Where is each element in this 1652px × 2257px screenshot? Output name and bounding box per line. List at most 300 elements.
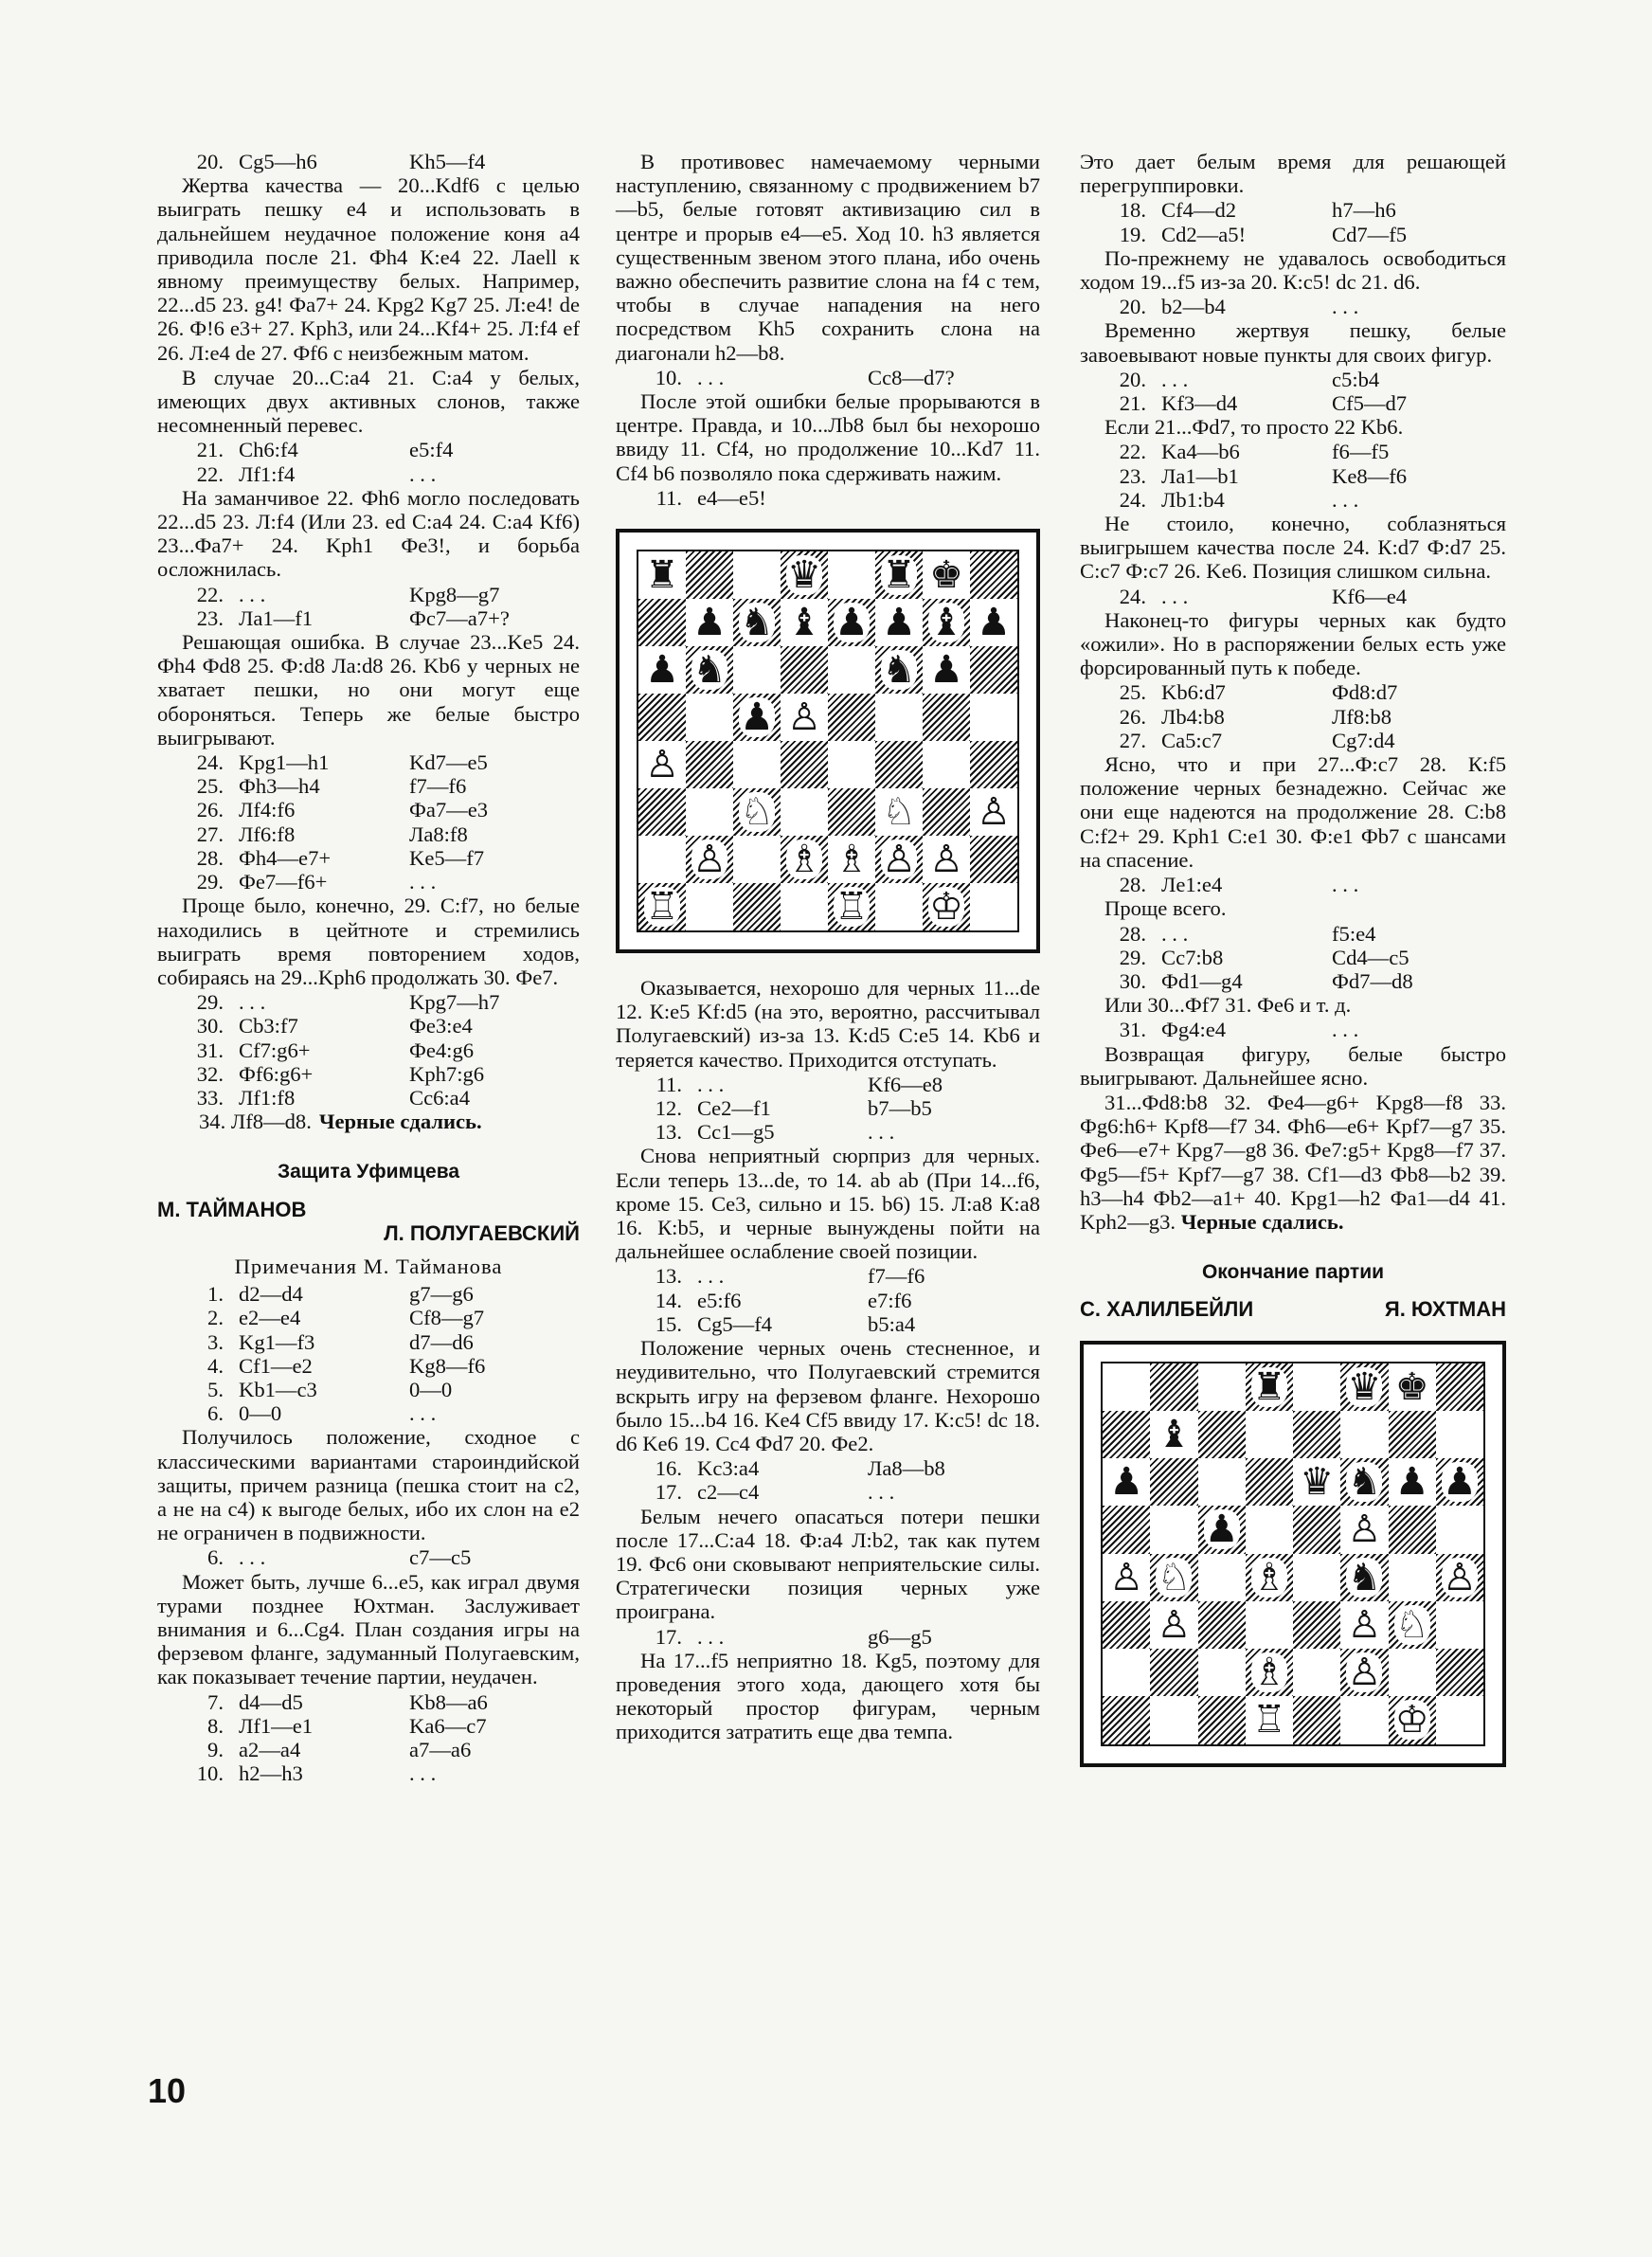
move-number: 28.: [1119, 873, 1146, 897]
black-move: g6—g5: [868, 1624, 932, 1649]
move-number: 25.: [1119, 680, 1146, 705]
white-move: Фe7—f6+: [239, 870, 328, 894]
black-piece-icon: ♟: [1204, 1508, 1239, 1552]
black-move: Фd8:d7: [1332, 680, 1398, 705]
board-square: [828, 646, 875, 694]
board-square: [686, 741, 733, 788]
move-number: 30.: [196, 1014, 224, 1038]
board-square: [828, 551, 875, 599]
board-square: [781, 599, 828, 646]
move-row: [616, 1312, 1040, 1336]
board-square: [1150, 1601, 1197, 1649]
white-move: Cf1—e2: [239, 1353, 313, 1378]
white-move: Cg5—f4: [697, 1311, 773, 1336]
white-piece-icon: ♙: [882, 838, 916, 882]
move-row: [157, 1378, 580, 1401]
white-move: Лb4:b8: [1161, 704, 1225, 729]
white-move: e5:f6: [697, 1288, 742, 1312]
column-middle: [616, 150, 1040, 1745]
black-move: Kh5—f4: [409, 150, 486, 173]
board-square: [1246, 1601, 1293, 1649]
white-move: Cg5—h6: [239, 150, 317, 173]
black-piece-icon: ♟: [929, 648, 963, 693]
white-move: . . .: [239, 990, 266, 1015]
move-number: 31.: [1119, 1018, 1146, 1042]
black-piece-icon: ♞: [882, 648, 916, 693]
white-move: Cf4—d2: [1161, 198, 1237, 223]
black-piece-icon: ♚: [929, 553, 963, 598]
board-square: [970, 836, 1017, 883]
black-piece-icon: ♜: [882, 553, 916, 598]
board-square: [1389, 1363, 1436, 1411]
black-move: . . .: [409, 1401, 437, 1426]
move-number: 8.: [207, 1713, 224, 1738]
white-piece-icon: ♙: [977, 790, 1011, 835]
move-number: 27.: [196, 822, 224, 846]
commentary-paragraph: Наконец-то фигуры черных как будто «ожили». Но в распоряжении белых есть уже форсированный путь к победе.: [1080, 607, 1506, 680]
board-square: [1198, 1506, 1246, 1553]
board-square: [1198, 1363, 1246, 1411]
commentary-paragraph: Не стоило, конечно, соблазняться выигрышем качества после 24. К:d7 Ф:d7 25. С:c7 Ф:c7 26. Ke6. Позиция слишком сильна.: [1080, 512, 1506, 584]
board-square: [1150, 1506, 1197, 1553]
black-move: . . .: [1332, 873, 1359, 897]
board-square: [638, 551, 686, 599]
board-square: [1150, 1554, 1197, 1601]
board-square: [1340, 1696, 1388, 1743]
move-number: 9.: [207, 1738, 224, 1761]
move-number: 28.: [1119, 921, 1146, 946]
black-move: b5:a4: [868, 1311, 916, 1336]
move-row: [1080, 295, 1506, 318]
move-row: [616, 1120, 1040, 1144]
black-piece-icon: ♜: [1251, 1364, 1286, 1409]
white-move: Лf6:f8: [239, 822, 296, 846]
board-square: [1389, 1554, 1436, 1601]
white-move: Cc7:b8: [1161, 945, 1224, 969]
final-move: 34. Лf8—d8.: [199, 1110, 312, 1134]
board-square: [875, 646, 923, 694]
black-move: . . .: [1332, 487, 1359, 512]
move-number: 17.: [655, 1480, 682, 1505]
chess-board: [1101, 1362, 1485, 1746]
move-number: 29.: [196, 870, 224, 894]
board-square: [733, 883, 781, 930]
white-move: . . .: [697, 1264, 725, 1289]
move-row: [157, 1761, 580, 1785]
move-row: [1080, 368, 1506, 391]
black-move: . . .: [868, 1480, 895, 1505]
white-move: . . .: [697, 1072, 725, 1096]
move-row: [157, 1714, 580, 1738]
board-square: [733, 741, 781, 788]
white-move: Cb3:f7: [239, 1014, 298, 1038]
black-move: Cd7—f5: [1332, 222, 1408, 246]
move-row: [616, 1096, 1040, 1120]
board-square: [1150, 1649, 1197, 1696]
white-move: d4—d5: [239, 1689, 303, 1714]
move-number: 26.: [1119, 704, 1146, 729]
board-square: [875, 836, 923, 883]
black-move: Ke8—f6: [1332, 463, 1408, 488]
move-number: 4.: [207, 1353, 224, 1378]
commentary-paragraph: Снова неприятный сюрприз для черных. Если теперь 13...de, то 14. ab ab (При 14...f6, кроме 15. Ce3, сильно и 15. b6) 15. Л:a8 К:a8 16. К:b5, и черные вынуждены пойти на дальнейшее ослабление своей позиции.: [616, 1144, 1040, 1264]
board-square: [1198, 1649, 1246, 1696]
move-row: [616, 1456, 1040, 1480]
move-number: 5.: [207, 1377, 224, 1401]
chess-diagram: [616, 529, 1040, 953]
board-square: [828, 741, 875, 788]
board-square: [686, 694, 733, 741]
white-move: Лf4:f6: [239, 798, 296, 822]
move-number: 2.: [207, 1306, 224, 1330]
move-row: [157, 606, 580, 630]
board-square: [923, 836, 970, 883]
board-square: [828, 694, 875, 741]
white-move: h2—h3: [239, 1761, 303, 1786]
white-move: Фf6:g6+: [239, 1061, 314, 1086]
black-move: . . .: [1332, 295, 1359, 319]
board-square: [1293, 1411, 1340, 1458]
board-square: [1293, 1506, 1340, 1553]
board-square: [686, 836, 733, 883]
player-name: Л. ПОЛУГАЕВСКИЙ: [384, 1220, 580, 1245]
black-move: Cd4—c5: [1332, 945, 1410, 969]
column-left: [157, 150, 580, 1785]
white-move: Лa1—b1: [1161, 463, 1239, 488]
move-number: 20.: [196, 150, 224, 173]
board-square: [686, 646, 733, 694]
black-move: Лa8:f8: [409, 822, 468, 846]
move-row: [1080, 440, 1506, 463]
move-number: 18.: [1119, 198, 1146, 223]
black-move: Kg8—f6: [409, 1353, 486, 1378]
move-row: [1080, 680, 1506, 704]
board-square: [638, 646, 686, 694]
move-row: [157, 750, 580, 774]
board-square: [1246, 1649, 1293, 1696]
board-square: [1198, 1601, 1246, 1649]
black-move: c7—c5: [409, 1545, 472, 1570]
board-square: [923, 599, 970, 646]
white-piece-icon: ♙: [1442, 1555, 1477, 1599]
black-move: . . .: [409, 870, 437, 894]
board-square: [733, 551, 781, 599]
black-move: [868, 486, 1040, 510]
white-move: . . .: [239, 582, 266, 606]
move-number: 22.: [1119, 440, 1146, 464]
move-number: 25.: [196, 774, 224, 799]
board-square: [1436, 1696, 1483, 1743]
white-move: Фh3—h4: [239, 774, 320, 799]
move-row: [1080, 1018, 1506, 1041]
board-square: [1103, 1601, 1150, 1649]
white-piece-icon: ♖: [645, 885, 679, 930]
board-square: [733, 836, 781, 883]
white-piece-icon: ♔: [1394, 1698, 1429, 1742]
white-move: Лf1—e1: [239, 1713, 314, 1738]
move-number: 23.: [1119, 463, 1146, 488]
board-square: [1389, 1601, 1436, 1649]
board-square: [1150, 1363, 1197, 1411]
resignation-text: Черные сдались.: [1180, 1209, 1344, 1234]
move-row: [1080, 922, 1506, 946]
black-move: . . .: [409, 461, 437, 486]
move-number: 21.: [1119, 391, 1146, 416]
commentary-paragraph: Оказывается, нехорошо для черных 11...de 12. К:e5 Kf:d5 (на это, вероятно, рассчитывал Полугаевский) из-за 13. К:d5 С:e5 14. Kb6 и теряется качество. Приходится отступать.: [616, 976, 1040, 1072]
board-square: [1293, 1696, 1340, 1743]
board-square: [638, 788, 686, 836]
annotator-credit: Примечания М. Тайманова: [234, 1254, 503, 1278]
board-square: [1103, 1458, 1150, 1506]
move-number: 30.: [1119, 968, 1146, 993]
board-square: [875, 694, 923, 741]
move-row: [157, 1401, 580, 1425]
black-move: c5:b4: [1332, 367, 1380, 391]
board-square: [970, 883, 1017, 930]
move-row: [157, 150, 580, 173]
move-row: [1080, 391, 1506, 415]
move-row: [616, 366, 1040, 389]
move-row: [1080, 729, 1506, 752]
move-number: 6.: [207, 1401, 224, 1426]
move-number: 7.: [207, 1689, 224, 1714]
board-square: [1340, 1506, 1388, 1553]
board-square: [1436, 1506, 1483, 1553]
move-row: [157, 1038, 580, 1062]
board-square: [970, 599, 1017, 646]
black-move: Cf5—d7: [1332, 391, 1408, 416]
move-row: [157, 1690, 580, 1714]
move-row: [157, 583, 580, 606]
move-number: 33.: [196, 1085, 224, 1110]
move-number: 10.: [655, 365, 682, 389]
board-square: [686, 788, 733, 836]
move-row: [1080, 223, 1506, 246]
black-move: 0—0: [409, 1377, 453, 1401]
move-number: 6.: [207, 1545, 224, 1570]
white-move: . . .: [1161, 584, 1189, 608]
board-square: [686, 883, 733, 930]
player-name: Я. ЮХТМАН: [1384, 1297, 1506, 1322]
black-move: d7—d6: [409, 1329, 474, 1354]
black-piece-icon: ♟: [692, 601, 727, 645]
board-square: [1150, 1696, 1197, 1743]
board-square: [1246, 1363, 1293, 1411]
white-move: Kpg1—h1: [239, 750, 330, 775]
move-row: [157, 774, 580, 798]
black-piece-icon: ♟: [1109, 1460, 1144, 1505]
move-number: 11.: [655, 1072, 682, 1096]
white-move: . . .: [697, 1624, 725, 1649]
board-square: [733, 646, 781, 694]
move-row: [157, 1545, 580, 1569]
black-move: Cf8—g7: [409, 1306, 485, 1330]
black-piece-icon: ♛: [1300, 1460, 1335, 1505]
board-square: [781, 788, 828, 836]
move-number: 20.: [1119, 295, 1146, 319]
column-right: [1080, 150, 1506, 1790]
move-number: 19.: [1119, 222, 1146, 246]
move-row: [1080, 873, 1506, 896]
black-move: f5:e4: [1332, 921, 1376, 946]
commentary-paragraph: Получилось положение, сходное с классическими вариантами староиндийской защиты, причем разница (пешка стоит на c2, а не на c4) к выгоде белых, ибо их слон на e2 не ограничен в подвижности.: [157, 1425, 580, 1545]
white-piece-icon: ♙: [1347, 1508, 1382, 1552]
black-piece-icon: ♟: [1394, 1460, 1429, 1505]
move-row: [616, 1264, 1040, 1288]
board-square: [1293, 1363, 1340, 1411]
move-number: 12.: [655, 1096, 682, 1121]
board-square: [1436, 1554, 1483, 1601]
white-move: . . .: [1161, 367, 1189, 391]
black-piece-icon: ♝: [1157, 1412, 1192, 1456]
move-number: 20.: [1119, 367, 1146, 391]
white-move: . . .: [1161, 921, 1189, 946]
white-move: Лb1:b4: [1161, 487, 1225, 512]
board-square: [1436, 1601, 1483, 1649]
black-piece-icon: ♟: [977, 601, 1011, 645]
board-square: [638, 741, 686, 788]
section-title: Окончание партии: [1201, 1261, 1385, 1284]
board-square: [1246, 1506, 1293, 1553]
black-move: Kpg8—g7: [409, 582, 500, 606]
move-number: 15.: [655, 1311, 682, 1336]
white-piece-icon: ♙: [1347, 1651, 1382, 1695]
white-move: Лf1:f4: [239, 461, 296, 486]
black-move: Cc6:a4: [409, 1085, 470, 1110]
black-piece-icon: ♞: [740, 601, 774, 645]
commentary-paragraph: Может быть, лучше 6...e5, как играл двумя турами позднее Юхтман. Заслуживает внимания и 6...Cg4. План создания игры на ферзевом фланге, задуманный Полугаевским, как показывает течение партии, неудачен.: [157, 1569, 580, 1689]
black-piece-icon: ♟: [740, 695, 774, 740]
board-square: [638, 599, 686, 646]
board-square: [970, 741, 1017, 788]
black-move: Фe3:e4: [409, 1014, 473, 1038]
board-square: [638, 694, 686, 741]
commentary-paragraph: На заманчивое 22. Фh6 могло последовать 22...d5 23. Л:f4 (Или 23. ed С:a4 24. С:a4 Kf6) 23...Фa7+ 24. Kph1 Фe3!, и борьба осложнилась.: [157, 485, 580, 582]
move-row: [616, 1073, 1040, 1096]
white-move: e2—e4: [239, 1306, 301, 1330]
black-move: Лf8:b8: [1332, 704, 1392, 729]
move-row: [1080, 464, 1506, 488]
move-row: [157, 1282, 580, 1306]
chess-diagram: [1080, 1341, 1506, 1767]
move-number: 29.: [196, 990, 224, 1015]
board-square: [1389, 1458, 1436, 1506]
white-move: Лe1:e4: [1161, 873, 1223, 897]
black-move: Ke5—f7: [409, 845, 485, 870]
move-number: 17.: [655, 1624, 682, 1649]
board-square: [923, 551, 970, 599]
board-square: [828, 836, 875, 883]
game-continuation: [1080, 1091, 1506, 1234]
board-square: [875, 788, 923, 836]
board-square: [970, 646, 1017, 694]
commentary-paragraph: Временно жертвуя пешку, белые завоевывают новые пункты для своих фигур.: [1080, 318, 1506, 367]
white-move: Ch6:f4: [239, 438, 298, 462]
board-square: [781, 836, 828, 883]
commentary-paragraph: Решающая ошибка. В случае 23...Ke5 24. Фh4 Фd8 25. Ф:d8 Лa:d8 26. Kb6 у черных не хватает пешки, но они могут еще обороняться. Теперь же белые быстро выигрывают.: [157, 630, 580, 749]
move-row: [1080, 198, 1506, 222]
board-square: [1103, 1696, 1150, 1743]
white-piece-icon: ♗: [835, 838, 869, 882]
black-piece-icon: ♛: [787, 553, 821, 598]
board-square: [1389, 1649, 1436, 1696]
board-square: [686, 599, 733, 646]
black-piece-icon: ♟: [645, 648, 679, 693]
black-piece-icon: ♚: [1394, 1364, 1429, 1409]
move-number: 14.: [655, 1288, 682, 1312]
black-move: Фd7—d8: [1332, 968, 1413, 993]
move-row: [157, 1738, 580, 1761]
black-move: Kd7—e5: [409, 750, 488, 775]
white-move: Ce2—f1: [697, 1096, 771, 1121]
white-move: Kf3—d4: [1161, 391, 1238, 416]
white-move: Cf7:g6+: [239, 1038, 311, 1062]
board-square: [638, 883, 686, 930]
move-row: [1080, 946, 1506, 969]
board-square: [733, 694, 781, 741]
move-number: 13.: [655, 1120, 682, 1145]
move-number: 3.: [207, 1329, 224, 1354]
board-square: [1340, 1363, 1388, 1411]
white-move: Kc3:a4: [697, 1456, 760, 1481]
move-row: [157, 1306, 580, 1329]
board-square: [1340, 1458, 1388, 1506]
white-piece-icon: ♘: [1157, 1555, 1192, 1599]
board-square: [1198, 1458, 1246, 1506]
black-move: Cc8—d7?: [868, 365, 955, 389]
move-row: [1080, 488, 1506, 512]
board-square: [1103, 1506, 1150, 1553]
board-square: [733, 599, 781, 646]
board-square: [1436, 1458, 1483, 1506]
white-piece-icon: ♙: [929, 838, 963, 882]
white-move: a2—a4: [239, 1738, 301, 1761]
white-move: Kg1—f3: [239, 1329, 315, 1354]
move-number: 24.: [196, 750, 224, 775]
move-number: 29.: [1119, 945, 1146, 969]
board-square: [638, 836, 686, 883]
white-piece-icon: ♘: [882, 790, 916, 835]
move-row: [157, 798, 580, 822]
move-row: [157, 846, 580, 870]
move-row: [157, 1086, 580, 1110]
white-piece-icon: ♙: [692, 838, 727, 882]
board-square: [781, 551, 828, 599]
black-move: f7—f6: [868, 1264, 925, 1289]
move-row: [157, 870, 580, 894]
board-square: [1340, 1601, 1388, 1649]
move-row: [616, 1289, 1040, 1312]
white-piece-icon: ♙: [1109, 1555, 1144, 1599]
black-piece-icon: ♝: [787, 601, 821, 645]
board-square: [733, 788, 781, 836]
board-square: [1246, 1458, 1293, 1506]
commentary-paragraph: Если 21...Фd7, то просто 22 Kb6.: [1104, 415, 1404, 440]
white-piece-icon: ♙: [787, 695, 821, 740]
black-move: . . .: [409, 1761, 437, 1786]
page-number: 10: [148, 2071, 187, 2110]
commentary-paragraph: Проще всего.: [1104, 896, 1227, 921]
white-move: Ca5:c7: [1161, 728, 1222, 752]
move-number: 24.: [1119, 584, 1146, 608]
move-number: 22.: [196, 582, 224, 606]
board-square: [1293, 1601, 1340, 1649]
board-square: [781, 741, 828, 788]
black-move: Лa8—b8: [868, 1456, 945, 1481]
board-square: [1103, 1554, 1150, 1601]
white-piece-icon: ♙: [1157, 1602, 1192, 1647]
move-number: 1.: [207, 1282, 224, 1307]
